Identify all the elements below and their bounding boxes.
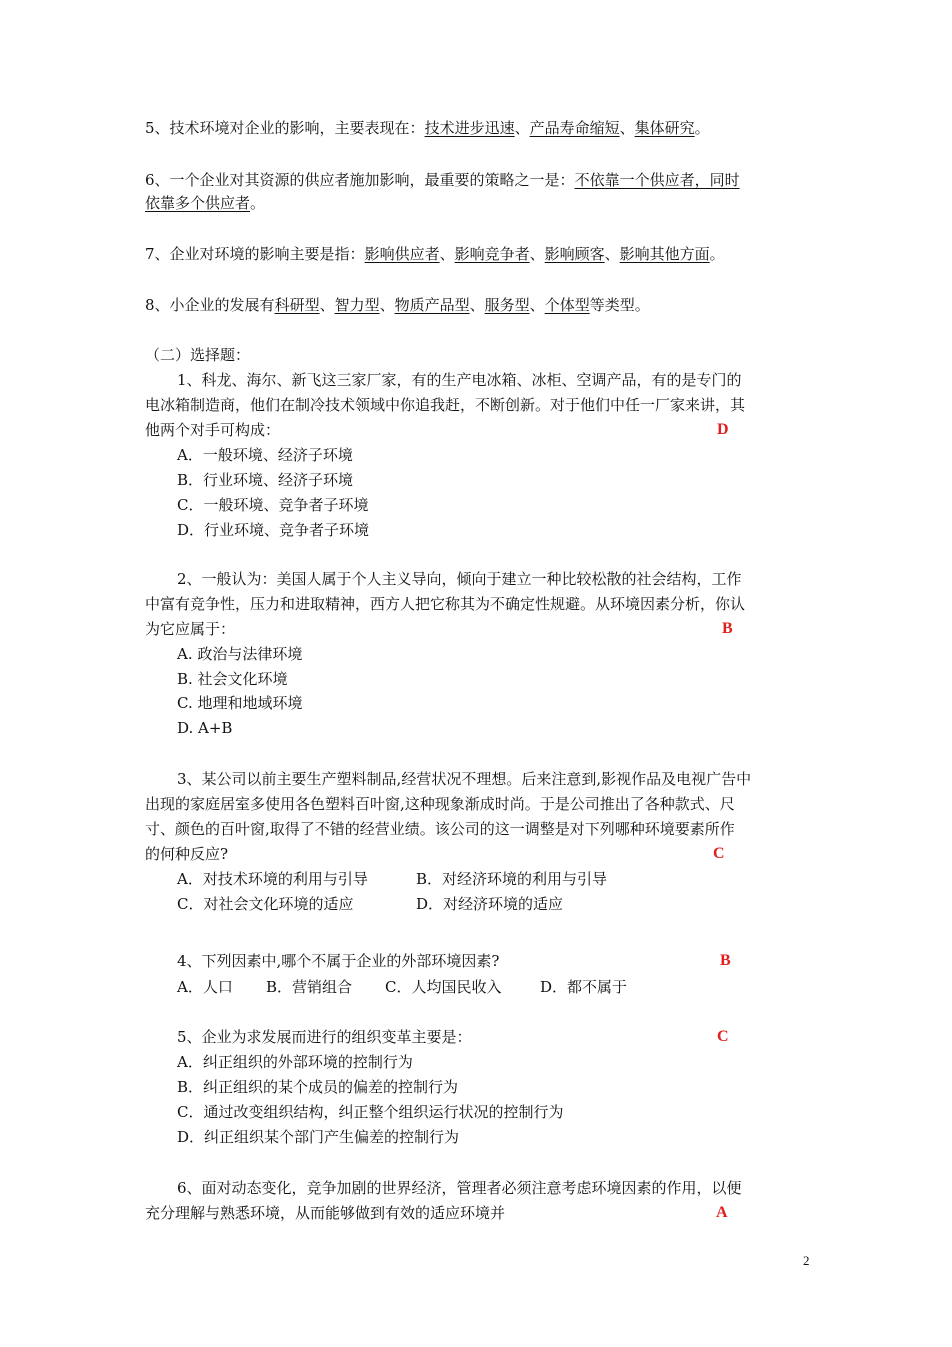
question-2-line: 为它应属于： (145, 620, 236, 638)
item-prompt: 技术环境对企业的影响，主要表现在： (169, 119, 425, 137)
separator: 、 (529, 245, 545, 263)
separator: 、 (379, 296, 395, 314)
option: D．对经济环境的适应 (416, 895, 564, 913)
option: B．对经济环境的利用与引导 (416, 870, 608, 888)
fill-item-5 (145, 118, 710, 138)
separator: 。 (694, 119, 710, 137)
option: C．一般环境、竞争者子环境 (177, 496, 369, 514)
item-number: 7、 (145, 245, 170, 263)
question-3-line: 的何种反应? (145, 845, 229, 863)
question-2-line: 2、一般认为：美国人属于个人主义导向，倾向于建立一种比较松散的社会结构，工作 (177, 570, 742, 588)
answer-key-2: B (722, 620, 733, 637)
answer-underlined: 影响供应者 (364, 245, 440, 263)
page-number: 2 (803, 1253, 810, 1268)
option: A. 政治与法律环境 (177, 645, 303, 663)
answer-underlined: 物质产品型 (394, 296, 470, 314)
question-3-line: 3、某公司以前主要生产塑料制品,经营状况不理想。后来注意到,影视作品及电视广告中 (177, 770, 752, 788)
item-number: 6、 (145, 171, 170, 189)
answer-underlined: 影响竞争者 (454, 245, 530, 263)
separator: 、 (439, 245, 455, 263)
question-5-line: 5、企业为求发展而进行的组织变革主要是： (177, 1028, 472, 1046)
option: D．都不属于 (540, 978, 628, 996)
fill-item-6-line2 (145, 193, 265, 213)
question-1-line: 1、科龙、海尔、新飞这三家厂家，有的生产电冰箱、冰柜、空调产品，有的是专门的 (177, 371, 742, 389)
option: B．纠正组织的某个成员的偏差的控制行为 (177, 1078, 459, 1096)
answer-key-4: B (720, 952, 731, 969)
question-4-line: 4、下列因素中,哪个不属于企业的外部环境因素? (177, 952, 500, 970)
answer-key-6: A (716, 1204, 728, 1221)
section-title: （二）选择题： (145, 346, 251, 364)
answer-underlined: 影响顾客 (544, 245, 605, 263)
option: D．纠正组织某个部门产生偏差的控制行为 (177, 1128, 460, 1146)
option: A．人口 (177, 978, 233, 996)
question-6-line: 6、面对动态变化，竞争加剧的世界经济，管理者必须注意考虑环境因素的作用，以便 (177, 1179, 742, 1197)
question-3-line: 寸、颜色的百叶窗,取得了不错的经营业绩。该公司的这一调整是对下列哪种环境要素所作 (145, 820, 735, 838)
option: D．行业环境、竞争者子环境 (177, 521, 370, 539)
answer-underlined: 服务型 (484, 296, 530, 314)
answer-key-5: C (717, 1028, 729, 1045)
answer-underlined: 智力型 (334, 296, 380, 314)
fill-item-8 (145, 295, 650, 315)
question-3-line: 出现的家庭居室多使用各色塑料百叶窗,这种现象渐成时尚。于是公司推出了各种款式、尺 (145, 795, 735, 813)
item-prompt: 企业对环境的影响主要是指： (169, 245, 365, 263)
answer-key-3: C (713, 845, 725, 862)
separator: 、 (604, 245, 620, 263)
option: A．对技术环境的利用与引导 (177, 870, 368, 888)
question-2-line: 中富有竞争性，压力和进取精神，西方人把它称其为不确定性规避。从环境因素分析，你认 (145, 595, 746, 613)
fill-item-7 (145, 244, 725, 264)
question-6-line: 充分理解与熟悉环境，从而能够做到有效的适应环境并 (145, 1204, 506, 1222)
answer-underlined: 科研型 (274, 296, 320, 314)
answer-underlined: 技术进步迅速 (424, 119, 515, 137)
separator: 、 (514, 119, 530, 137)
fill-item-6-line1 (145, 170, 740, 190)
option: C. 地理和地域环境 (177, 694, 303, 712)
item-number: 5、 (145, 119, 170, 137)
question-1-line: 电冰箱制造商，他们在制冷技术领域中你追我赶，不断创新。对于他们中任一厂家来讲，其 (145, 396, 746, 414)
separator: 、 (529, 296, 545, 314)
option: C．人均国民收入 (385, 978, 502, 996)
separator: 。 (250, 194, 266, 212)
separator: 、 (619, 119, 635, 137)
option: B．营销组合 (266, 978, 353, 996)
option: A．纠正组织的外部环境的控制行为 (177, 1053, 413, 1071)
answer-underlined: 影响其他方面 (619, 245, 710, 263)
answer-underlined: 产品寿命缩短 (529, 119, 620, 137)
separator: 。 (709, 245, 725, 263)
question-1-line: 他两个对手可构成： (145, 421, 281, 439)
option: B. 社会文化环境 (177, 670, 288, 688)
item-prompt: 小企业的发展有 (169, 296, 275, 314)
option: D. A+B (177, 719, 233, 737)
option: C．通过改变组织结构，纠正整个组织运行状况的控制行为 (177, 1103, 564, 1121)
answer-underlined: 不依靠一个供应者，同时 (574, 171, 740, 189)
separator: 等类型。 (589, 296, 650, 314)
separator: 、 (469, 296, 485, 314)
item-prompt: 一个企业对其资源的供应者施加影响，最重要的策略之一是： (169, 171, 575, 189)
answer-underlined: 依靠多个供应者 (145, 194, 251, 212)
option: A．一般环境、经济子环境 (177, 446, 353, 464)
option: C．对社会文化环境的适应 (177, 895, 354, 913)
answer-underlined: 集体研究 (634, 119, 695, 137)
answer-underlined: 个体型 (544, 296, 590, 314)
answer-key-1: D (717, 421, 729, 438)
separator: 、 (319, 296, 335, 314)
option: B．行业环境、经济子环境 (177, 471, 354, 489)
item-number: 8、 (145, 296, 170, 314)
